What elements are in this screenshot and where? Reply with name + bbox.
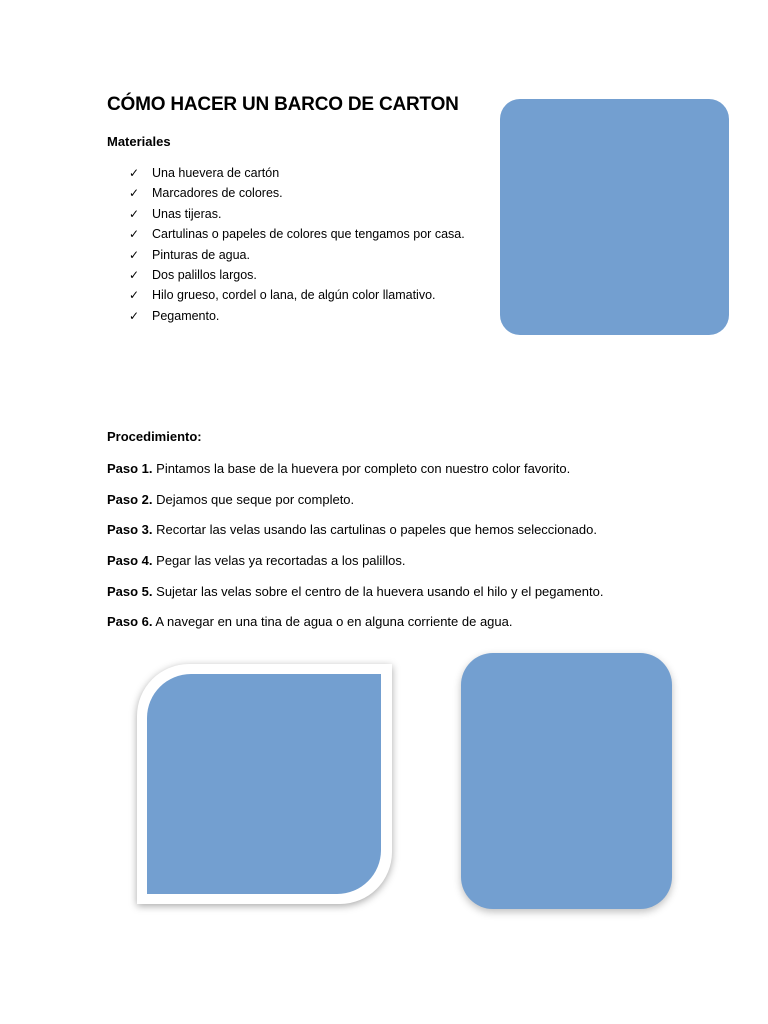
procedure-steps bbox=[107, 459, 603, 643]
step-text: Recortar las velas usando las cartulinas o papeles que hemos seleccionado. bbox=[152, 522, 597, 538]
image-placeholder-right bbox=[461, 653, 672, 909]
list-item bbox=[129, 306, 465, 326]
material-text: Dos palillos largos. bbox=[152, 267, 257, 282]
list-item bbox=[129, 224, 465, 244]
list-item bbox=[129, 183, 465, 203]
image-placeholder-framed-fill bbox=[147, 674, 381, 894]
material-text: Unas tijeras. bbox=[152, 206, 222, 221]
step-3 bbox=[107, 520, 603, 551]
checkmark-icon: ✓ bbox=[129, 166, 140, 180]
material-text: Marcadores de colores. bbox=[152, 186, 283, 201]
step-label: Paso 5. bbox=[107, 583, 153, 599]
list-item bbox=[129, 285, 465, 305]
material-text: Hilo grueso, cordel o lana, de algún color llamativo. bbox=[152, 288, 436, 303]
step-label: Paso 2. bbox=[107, 491, 153, 507]
checkmark-icon: ✓ bbox=[129, 308, 140, 323]
checkmark-icon: ✓ bbox=[129, 227, 140, 242]
materials-heading: Materiales bbox=[107, 134, 171, 149]
step-label: Paso 3. bbox=[107, 522, 153, 538]
materials-list bbox=[129, 163, 465, 326]
step-2 bbox=[107, 490, 603, 521]
material-text: Pinturas de agua. bbox=[152, 247, 250, 262]
step-1 bbox=[107, 459, 603, 490]
document-title: CÓMO HACER UN BARCO DE CARTON bbox=[107, 94, 459, 115]
checkmark-icon: ✓ bbox=[129, 186, 140, 201]
step-4 bbox=[107, 551, 603, 582]
material-text: Una huevera de cartón bbox=[152, 166, 280, 180]
step-text: Pegar las velas ya recortadas a los palillos. bbox=[152, 553, 406, 569]
list-item bbox=[129, 265, 465, 285]
material-text: Cartulinas o papeles de colores que tengamos por casa. bbox=[152, 227, 465, 242]
checkmark-icon: ✓ bbox=[129, 247, 140, 262]
step-5 bbox=[107, 582, 603, 613]
step-label: Paso 4. bbox=[107, 553, 153, 569]
material-text: Pegamento. bbox=[152, 308, 220, 323]
checkmark-icon: ✓ bbox=[129, 267, 140, 282]
step-label: Paso 6. bbox=[107, 614, 153, 630]
list-item bbox=[129, 163, 465, 183]
step-6 bbox=[107, 612, 603, 643]
image-placeholder-framed bbox=[137, 664, 392, 904]
checkmark-icon: ✓ bbox=[129, 288, 140, 303]
image-placeholder-top bbox=[500, 99, 729, 335]
list-item bbox=[129, 204, 465, 224]
step-text: Sujetar las velas sobre el centro de la huevera usando el hilo y el pegamento. bbox=[152, 583, 604, 599]
list-item bbox=[129, 245, 465, 265]
step-text: A navegar en una tina de agua o en alguna corriente de agua. bbox=[152, 614, 513, 630]
step-text: Pintamos la base de la huevera por completo con nuestro color favorito. bbox=[152, 461, 571, 476]
checkmark-icon: ✓ bbox=[129, 206, 140, 221]
step-label: Paso 1. bbox=[107, 461, 153, 476]
procedure-heading: Procedimiento: bbox=[107, 429, 202, 444]
step-text: Dejamos que seque por completo. bbox=[152, 491, 355, 507]
